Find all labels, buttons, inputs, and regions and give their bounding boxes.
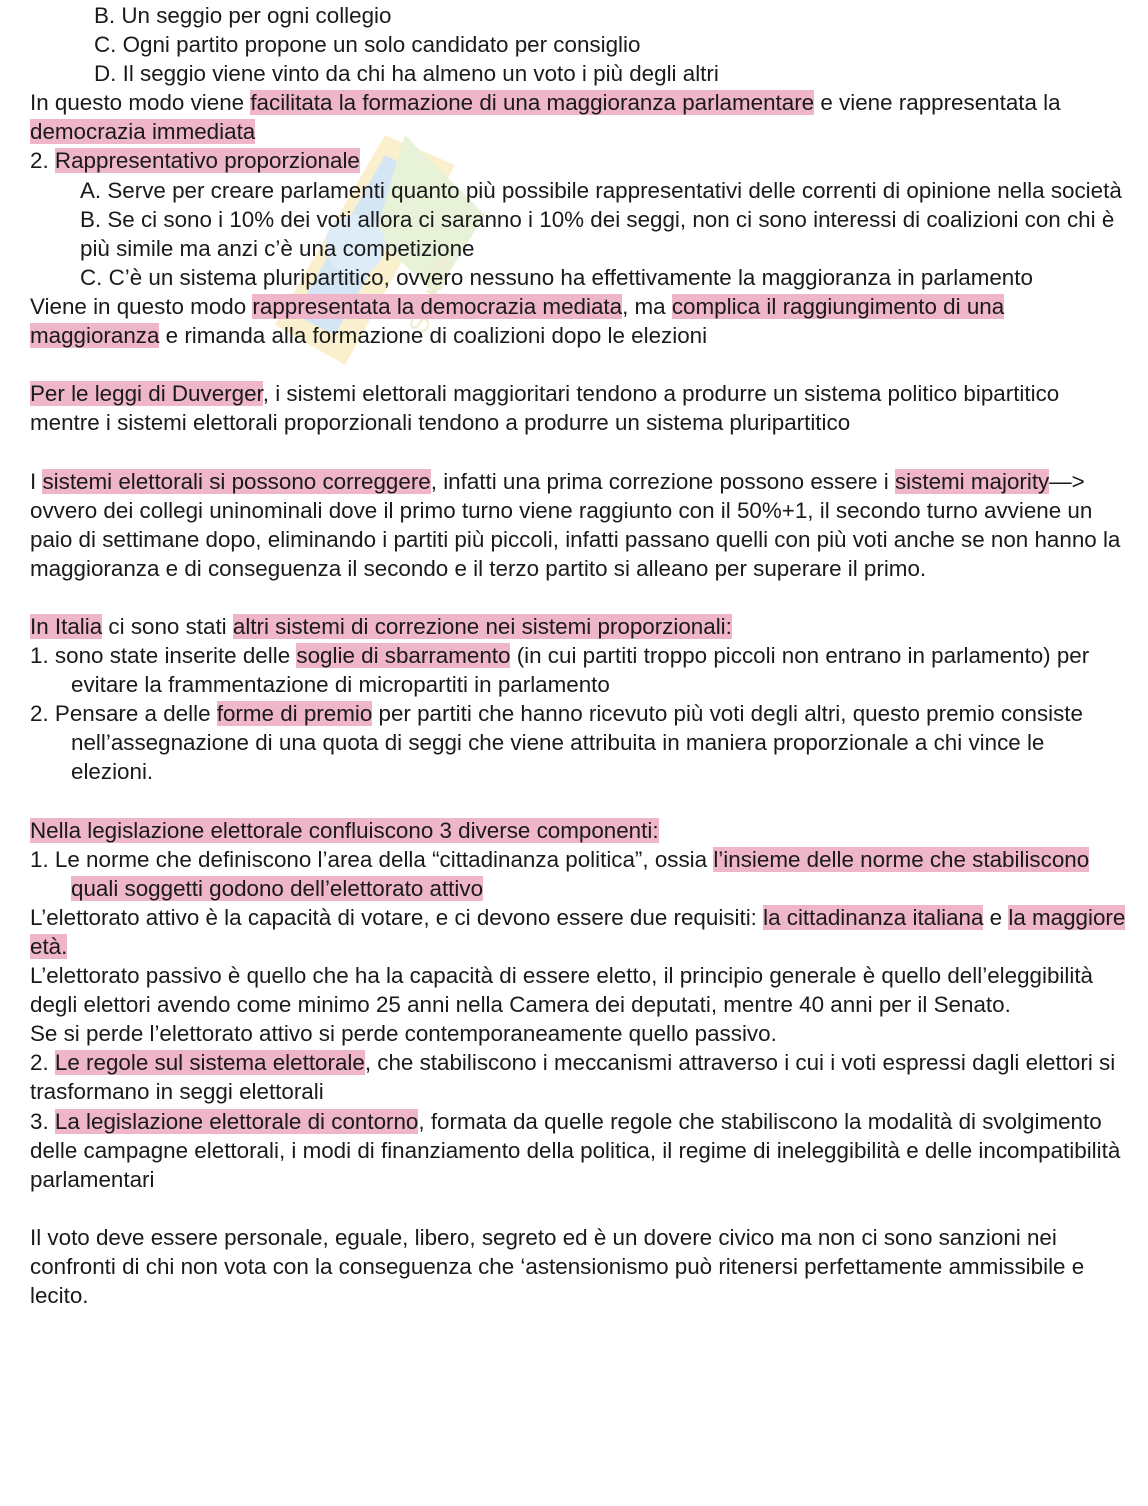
list-item: 2. Pensare a delle forme di premio per partiti che hanno ricevuto più voti degli altri, questo premio consiste nell’assegnazione di una quota di seggi che viene attribuita in maniera proporzionale a chi vince le elezioni. [30,701,1083,785]
paragraph: Il voto deve essere personale, eguale, libero, segreto ed è un dovere civico ma non ci sono sanzioni nei confronti di chi non vota con la conseguenza che ‘astensionismo può ritenersi perfettamente ammissibile e lecito. [30,1224,1085,1309]
paragraph: In questo modo viene facilitata la formazione di una maggioranza parlamentare e viene rappresentata la democrazia immediata [30,90,1061,145]
list-item: B. Se ci sono i 10% dei voti allora ci saranno i 10% dei seggi, non ci sono interessi di coalizioni con chi è più simile ma anzi c’è una competizione [80,206,1115,261]
paragraph: Se si perde l’elettorato attivo si perde contemporaneamente quello passivo. [30,1021,777,1047]
list-item: A. Serve per creare parlamenti quanto più possibile rappresentativi delle correnti di opinione nella società [80,177,1122,203]
paragraph: 3. La legislazione elettorale di contorno, formata da quelle regole che stabiliscono la modalità di svolgimento delle campagne elettorali, i modi di finanziamento della politica, il regime di ineleggibilità e delle incompatibilità parlamentari [30,1108,1121,1192]
paragraph: 2. Le regole sul sistema elettorale, che stabiliscono i meccanismi attraverso i cui i voti espressi dagli elettori si trasformano in seggi elettorali [30,1050,1116,1105]
document-body [30,1,1130,1310]
paragraph: Per le leggi di Duverger, i sistemi elettorali maggioritari tendono a produrre un sistema politico bipartitico mentre i sistemi elettorali proporzionali tendono a produrre un sistema pluripartitico [30,381,1060,436]
paragraph: L’elettorato attivo è la capacità di votare, e ci devono essere due requisiti: la cittadinanza italiana e la maggiore età. [30,904,1126,959]
list-item: C. Ogni partito propone un solo candidato per consiglio [94,32,641,58]
paragraph: L’elettorato passivo è quello che ha la capacità di essere eletto, il principio generale è quello dell’eleggibilità degli elettori avendo come minimo 25 anni nella Camera dei deputati, mentre 40 anni per il Senato. [30,963,1093,1018]
list-item: C. C’è un sistema pluripartitico, ovvero nessuno ha effettivamente la maggioranza in parlamento [80,264,1033,290]
list-item: D. Il seggio viene vinto da chi ha almeno un voto i più degli altri [94,61,719,87]
list-item: 1. Le norme che definiscono l’area della “cittadinanza politica”, ossia l’insieme delle norme che stabiliscono quali soggetti godono dell’elettorato attivo [30,846,1090,901]
paragraph: Nella legislazione elettorale confluiscono 3 diverse componenti: [30,817,659,843]
paragraph: In Italia ci sono stati altri sistemi di correzione nei sistemi proporzionali: [30,613,732,639]
list-item: 2. Rappresentativo proporzionale [30,148,360,174]
list-item: 1. sono state inserite delle soglie di sbarramento (in cui partiti troppo piccoli non entrano in parlamento) per evitare la frammentazione di micropartiti in parlamento [30,643,1090,698]
paragraph: Viene in questo modo rappresentata la democrazia mediata, ma complica il raggiungimento di una maggioranza e rimanda alla formazione di coalizioni dopo le elezioni [30,293,1005,349]
list-item: B. Un seggio per ogni collegio [94,3,392,28]
paragraph: I sistemi elettorali si possono correggere, infatti una prima correzione possono essere i sistemi majority—> ovvero dei collegi uninominali dove il primo turno viene raggiunto con il 50%+1, il secondo turno avviene un paio di settimane dopo, eliminando i partiti più piccoli, infatti passano quelli con più voti anche se non hanno la maggioranza e di conseguenza il secondo e il terzo partito si alleano per superare il primo. [30,468,1121,581]
